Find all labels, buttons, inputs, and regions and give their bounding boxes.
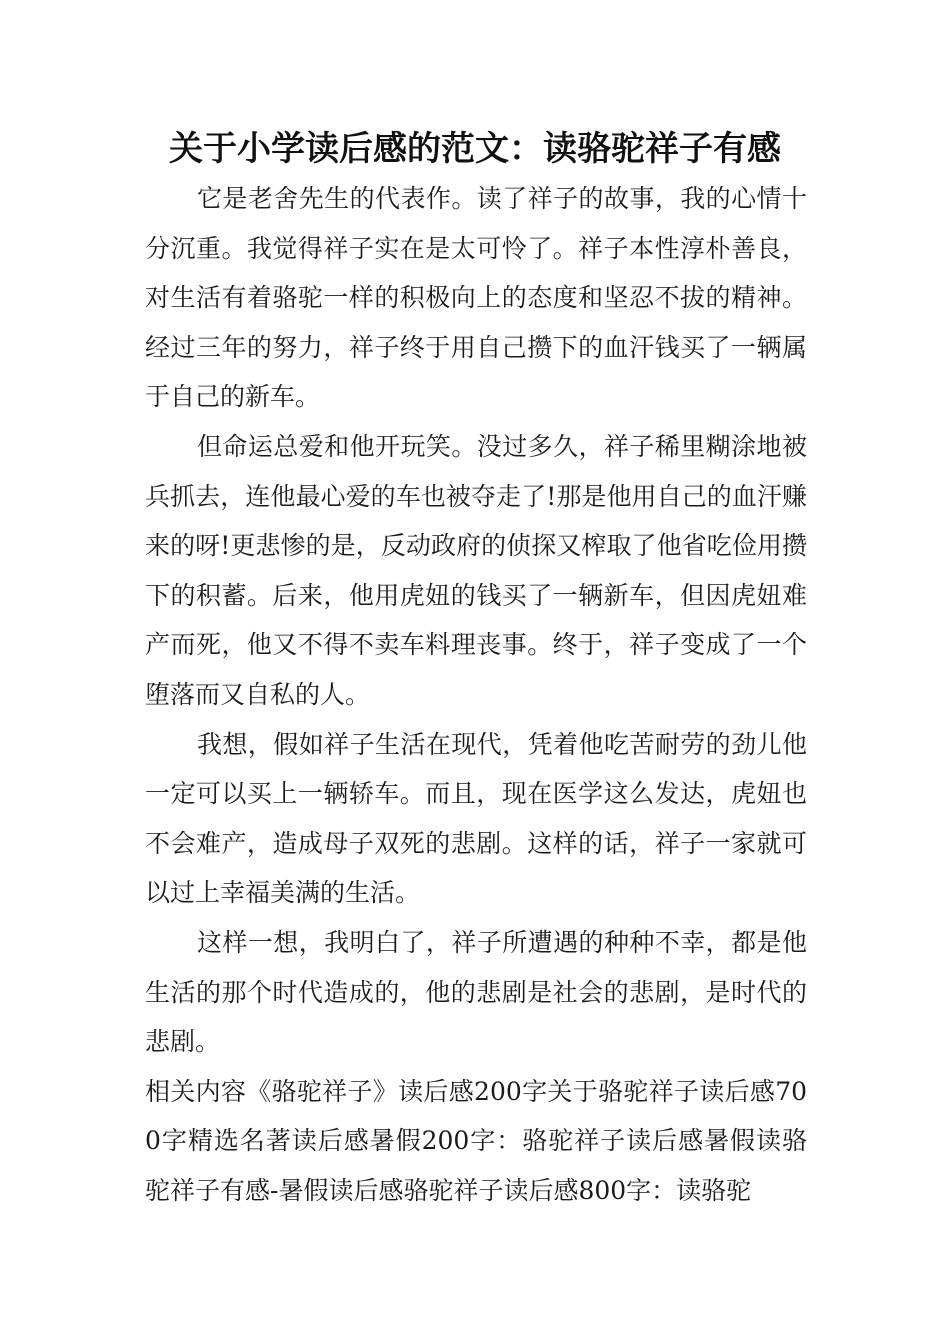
paragraph-4: 这样一想，我明白了，祥子所遭遇的种种不幸，都是他生活的那个时代造成的，他的悲剧是社会的悲剧，是时代的悲剧。 <box>145 927 807 1057</box>
document-title: 关于小学读后感的范文：读骆驼祥子有感 <box>169 129 781 169</box>
document-body <box>145 174 807 1215</box>
related-content: 相关内容《骆驼祥子》读后感200字关于骆驼祥子读后感700字精选名著读后感暑假200字：骆驼祥子读后感暑假读骆驼祥子有感-暑假读后感骆驼祥子读后感800字：读骆驼 <box>145 1076 807 1205</box>
paragraph-3: 我想，假如祥子生活在现代，凭着他吃苦耐劳的劲儿他一定可以买上一辆轿车。而且，现在医学这么发达，虎妞也不会难产，造成母子双死的悲剧。这样的话，祥子一家就可以过上幸福美满的生活。 <box>145 729 807 908</box>
paragraph-2: 但命运总爱和他开玩笑。没过多久，祥子稀里糊涂地被兵抓去，连他最心爱的车也被夺走了!那是他用自己的血汗赚来的呀!更悲惨的是，反动政府的侦探又榨取了他省吃俭用攒下的积蓄。后来，他用虎妞的钱买了一辆新车，但因虎妞难产而死，他又不得不卖车料理丧事。终于，祥子变成了一个堕落而又自私的人。 <box>145 431 807 709</box>
paragraph-1: 它是老舍先生的代表作。读了祥子的故事，我的心情十分沉重。我觉得祥子实在是太可怜了。祥子本性淳朴善良，对生活有着骆驼一样的积极向上的态度和坚忍不拔的精神。经过三年的努力，祥子终于用自己攒下的血汗钱买了一辆属于自己的新车。 <box>145 184 807 412</box>
